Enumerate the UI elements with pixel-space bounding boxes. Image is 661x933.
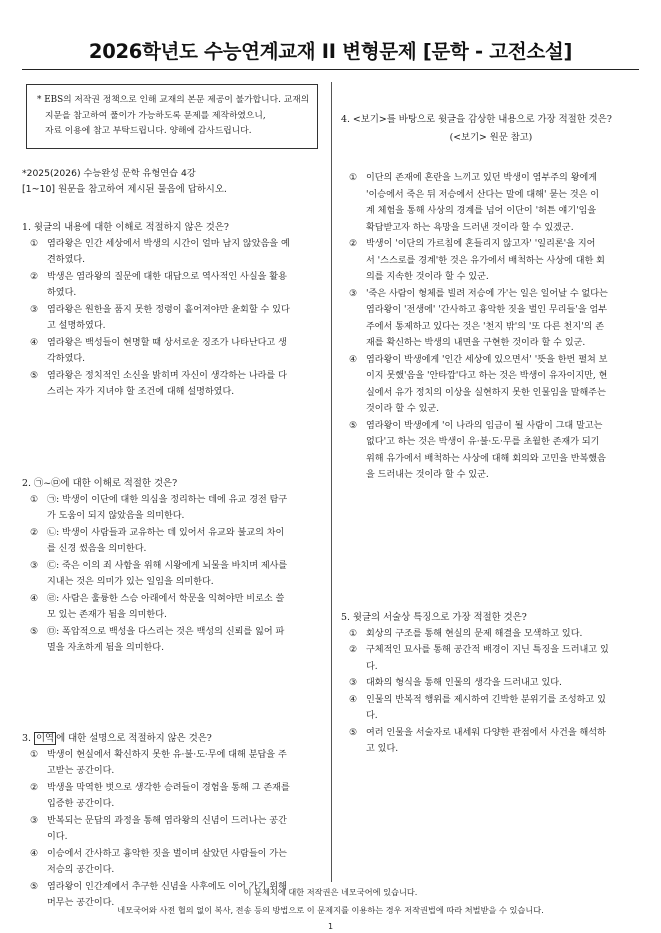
choice-text — [47, 813, 320, 846]
choice-line: 이다. — [47, 832, 68, 842]
question-stem: 1. 윗글의 내용에 대한 이해로 적절하지 않은 것은? — [22, 221, 229, 233]
choice-item — [22, 558, 320, 591]
choice-text — [47, 846, 320, 879]
choice-item — [22, 525, 320, 558]
choice-line: 박생을 막역한 벗으로 생각한 승려들이 경험을 통해 그 존재를 — [47, 782, 290, 793]
notice-line: 자료 이용에 참고 부탁드립니다. 양해에 감사드립니다. — [45, 126, 252, 136]
choice-text — [366, 626, 641, 643]
choice-number: ③ — [349, 678, 358, 688]
choice-line: 입증한 공간이다. — [47, 799, 115, 809]
choice-line: ㉡: 박생이 사람들과 교유하는 데 있어서 유교와 불교의 차이 — [47, 527, 285, 538]
choice-list — [341, 626, 641, 758]
choice-item — [22, 236, 320, 269]
choice-line: ㉠: 박생이 이단에 대한 의심을 정리하는 데에 유교 경전 탐구 — [47, 494, 288, 505]
choice-line: 를 신경 썼음을 의미한다. — [47, 544, 147, 554]
choice-item — [22, 368, 320, 401]
choice-text — [47, 747, 320, 780]
question-5 — [341, 610, 641, 758]
choice-text — [47, 780, 320, 813]
choice-line: 박생은 염라왕의 질문에 대한 대답으로 역사적인 사실을 활용 — [47, 271, 287, 282]
question-number: 3. — [22, 732, 34, 744]
choice-number: ② — [349, 239, 358, 249]
question-3 — [22, 731, 320, 912]
choice-line: ㉣: 사람은 훌륭한 스승 아래에서 학문을 익혀야만 비로소 쓸 — [47, 593, 285, 604]
choice-line: 염라왕이 박생에게 '이 나라의 임금이 될 사람이 그대 말고는 — [366, 420, 603, 431]
page-number: 1 — [327, 922, 334, 931]
choice-number: ① — [349, 173, 358, 183]
choice-text — [47, 236, 320, 269]
choice-line: 지내는 것은 의미가 있는 일임을 의미한다. — [47, 577, 214, 587]
title-rule — [22, 69, 639, 70]
choice-item — [341, 286, 641, 352]
choice-number: ③ — [30, 815, 39, 826]
footer-copyright: 이 문제지에 대한 저작권은 네모국어에 있습니다. — [243, 887, 418, 897]
boxed-term: 이역 — [35, 732, 55, 744]
choice-line: 스리는 자가 지녀야 할 조건에 대해 설명하였다. — [47, 387, 235, 397]
choice-item — [22, 591, 320, 624]
choice-number: ⑤ — [30, 881, 39, 892]
choice-line: 머무는 공간이다. — [47, 898, 115, 908]
choice-text — [366, 236, 641, 286]
choice-list — [22, 236, 320, 401]
choice-text — [366, 725, 641, 758]
choice-number: ④ — [349, 354, 358, 365]
question-1 — [22, 220, 320, 401]
choice-number: ③ — [30, 304, 39, 315]
choice-number: ④ — [30, 848, 39, 859]
choice-text — [366, 286, 641, 352]
choice-text — [366, 352, 641, 418]
choice-line: 염라왕이 '전생에' '간사하고 흉악한 짓을 벌인 무리들'을 엄부 — [366, 305, 608, 315]
choice-line: 실에서 유가 정치의 이상을 실현하지 못한 인물임을 말해주는 — [366, 387, 606, 398]
choice-number: ④ — [30, 593, 39, 604]
left-column — [22, 84, 320, 912]
choice-line: 견하였다. — [47, 255, 86, 265]
question-stem: 5. 윗글의 서술상 특징으로 가장 적절한 것은? — [341, 611, 527, 623]
choice-number: ⑤ — [30, 626, 39, 637]
choice-line: 계 체험을 통해 사상의 경계를 넘어 이단이 '허튼 얘기'임을 — [366, 206, 597, 216]
choice-line: '이승에서 죽은 뒤 저승에서 산다는 말에 대해' 묻는 것은 이 — [366, 189, 600, 200]
choice-line: 염라왕은 정치적인 소신을 밝히며 자신이 생각하는 나라를 다 — [47, 370, 287, 381]
choice-item — [341, 675, 641, 692]
choice-item — [341, 642, 641, 675]
choice-item — [22, 269, 320, 302]
choice-line: 이단의 존재에 혼란을 느끼고 있던 박생이 염부주의 왕에게 — [366, 173, 598, 183]
column-divider — [331, 82, 332, 882]
choice-line: 염라왕은 원한을 품지 못한 정령이 흩어져야만 윤회할 수 있다 — [47, 304, 290, 315]
choice-line: 여러 인물을 서술자로 내세워 다양한 관점에서 사건을 해석하 — [366, 727, 606, 738]
choice-line: 고 설명하였다. — [47, 321, 106, 331]
choice-line: 이지 못했'음을 '안타깝'다고 하는 것은 박생이 유자이지만, 현 — [366, 371, 608, 381]
choice-line: ㉤: 폭압적으로 백성을 다스리는 것은 백성의 신뢰를 잃어 파 — [47, 626, 285, 637]
choice-line: 재를 확신하는 박생의 내면을 구현한 것이라 할 수 있군. — [366, 338, 586, 348]
choice-text — [47, 335, 320, 368]
choice-item — [341, 418, 641, 484]
choice-number: ⑤ — [30, 370, 39, 381]
choice-line: 염라왕은 백성들이 현명할 때 상서로운 징조가 나타난다고 생 — [47, 337, 287, 348]
page-title: 2026학년도 수능연계교재 II 변형문제 [문학 - 고전소설] — [88, 40, 573, 63]
choice-line: 다. — [366, 661, 378, 672]
choice-item — [341, 352, 641, 418]
choice-line: 인물의 반복적 행위를 제시하여 긴박한 분위기를 조성하고 있 — [366, 694, 606, 705]
choice-line: 주에서 통제하고 있다는 것은 '천지 밖'의 '또 다른 천지'의 존 — [366, 321, 605, 332]
choice-item — [341, 725, 641, 758]
choice-text — [366, 642, 641, 675]
question-stem: 4. <보기>를 바탕으로 윗글을 감상한 내용으로 가장 적절한 것은? — [341, 114, 612, 125]
choice-line: 의를 지속한 것이라 할 수 있군. — [366, 272, 489, 282]
choice-line: 염라왕은 인간 세상에서 박생의 시간이 얼마 남지 않았음을 예 — [47, 238, 290, 249]
choice-line: 반복되는 문답의 과정을 통해 염라왕의 신념이 드러나는 공간 — [47, 815, 287, 826]
choice-number: ① — [30, 238, 39, 249]
choice-list — [341, 170, 641, 484]
choice-line: 을 드러내는 것이라 할 수 있군. — [366, 470, 489, 480]
choice-text — [366, 692, 641, 725]
choice-text — [366, 675, 641, 692]
choice-line: 저승의 공간이다. — [47, 865, 115, 875]
choice-number: ① — [30, 749, 39, 760]
question-4 — [341, 112, 641, 484]
choice-number: ⑤ — [349, 420, 358, 431]
choice-line: 다. — [366, 711, 378, 721]
choice-item — [341, 692, 641, 725]
choice-line: 회상의 구조를 통해 현실의 문제 해결을 모색하고 있다. — [366, 628, 583, 639]
choice-item — [22, 624, 320, 657]
choice-line: 대화의 형식을 통해 인물의 생각을 드러내고 있다. — [366, 678, 562, 688]
choice-text — [366, 418, 641, 484]
choice-item — [341, 236, 641, 286]
notice-line: 지문을 참고하여 풀이가 가능하도록 문제를 제작하였으니, — [45, 110, 266, 121]
choice-text — [47, 525, 320, 558]
choice-list — [22, 492, 320, 657]
choice-item — [341, 170, 641, 236]
choice-text — [47, 269, 320, 302]
choice-item — [22, 780, 320, 813]
question-stem — [22, 731, 320, 747]
choice-number: ③ — [30, 560, 39, 571]
choice-number: ② — [30, 271, 39, 282]
choice-number: ② — [30, 527, 39, 538]
choice-line: 모 있는 존재가 됨을 의미한다. — [47, 610, 167, 620]
choice-line: 구체적인 묘사를 통해 공간적 배경이 지닌 특징을 드러내고 있 — [366, 645, 609, 655]
choice-text — [366, 170, 641, 236]
question-text: 에 대한 설명으로 적절하지 않은 것은? — [56, 732, 212, 744]
choice-line: 것이라 할 수 있군. — [366, 404, 440, 414]
choice-number: ⑤ — [349, 727, 358, 738]
choice-line: 고 있다. — [366, 744, 399, 754]
choice-item — [22, 492, 320, 525]
footer-warning: 네모국어와 사전 협의 없이 복사, 전송 등의 방법으로 이 문제지를 이용하는 경우 저작권법에 따라 처벌받을 수 있습니다. — [117, 905, 544, 915]
source-label: *2025(2026) 수능완성 문학 유형연습 4강 — [22, 167, 196, 179]
choice-line: 확답받고자 하는 욕망을 드러낸 것이라 할 수 있겠군. — [366, 222, 574, 233]
choice-item — [22, 813, 320, 846]
choice-line: 없다'고 하는 것은 박생이 유·불·도·무를 초월한 존재가 되기 — [366, 437, 600, 447]
choice-line: 염라왕이 인간계에서 추구한 신념을 사후에도 이어 가기 위해 — [47, 881, 287, 892]
choice-text — [47, 492, 320, 525]
choice-line: 고받는 공간이다. — [47, 766, 115, 776]
choice-number: ① — [30, 494, 39, 505]
copyright-notice-box — [26, 84, 318, 149]
choice-item — [22, 302, 320, 335]
choice-line: 가 도움이 되지 않았음을 의미한다. — [47, 511, 185, 521]
choice-item — [22, 846, 320, 879]
choice-text — [47, 302, 320, 335]
choice-line: 이승에서 간사하고 흉악한 짓을 벌이며 살았던 사람들이 가는 — [47, 848, 287, 859]
choice-number: ② — [349, 645, 358, 655]
choice-number: ④ — [349, 694, 358, 705]
choice-line: 하였다. — [47, 288, 77, 298]
choice-line: 서 '스스로를 경계'한 것은 유가에서 배척하는 사상에 대한 회 — [366, 255, 605, 266]
choice-line: 위해 유가에서 배척하는 사상에 대해 회의와 고민을 반복했음 — [366, 453, 606, 464]
notice-line: * EBS의 저작권 정책으로 인해 교재의 본문 제공이 불가합니다. 교재의 — [37, 95, 310, 105]
choice-line: 각하였다. — [47, 354, 86, 364]
choice-item — [22, 747, 320, 780]
choice-line: '죽은 사람이 형체를 빌려 저승에 가'는 일은 일어날 수 없다는 — [366, 288, 608, 299]
question-2 — [22, 476, 320, 657]
choice-number: ② — [30, 782, 39, 793]
choice-line: ㉢: 죽은 이의 죄 사함을 위해 시왕에게 뇌물을 바치며 제사를 — [47, 560, 288, 571]
choice-number: ③ — [349, 288, 358, 299]
instruction: [1~10] 원문을 참고하여 제시된 물음에 답하시오. — [22, 183, 227, 195]
choice-text — [47, 591, 320, 624]
choice-line: 박생이 현실에서 확신하지 못한 유·불·도·무에 대해 분답을 주 — [47, 749, 287, 760]
choice-text — [47, 624, 320, 657]
question-stem: 2. ㉠~㉤에 대한 이해로 적절한 것은? — [22, 477, 178, 489]
bogi-reference: (<보기> 원문 참고) — [449, 132, 533, 143]
choice-text — [47, 368, 320, 401]
choice-line: 염라왕이 박생에게 '인간 세상에 있으면서' '뜻을 한번 펼쳐 보 — [366, 354, 608, 365]
right-column — [341, 112, 641, 758]
choice-line: 멸을 자초하게 됨을 의미한다. — [47, 643, 164, 653]
choice-item — [341, 626, 641, 643]
choice-item — [22, 335, 320, 368]
choice-text — [47, 558, 320, 591]
choice-line: 박생이 '이단의 가르침에 혼들리지 않고자' '일리론'을 지어 — [366, 239, 596, 249]
choice-number: ④ — [30, 337, 39, 348]
choice-number: ① — [349, 628, 358, 639]
